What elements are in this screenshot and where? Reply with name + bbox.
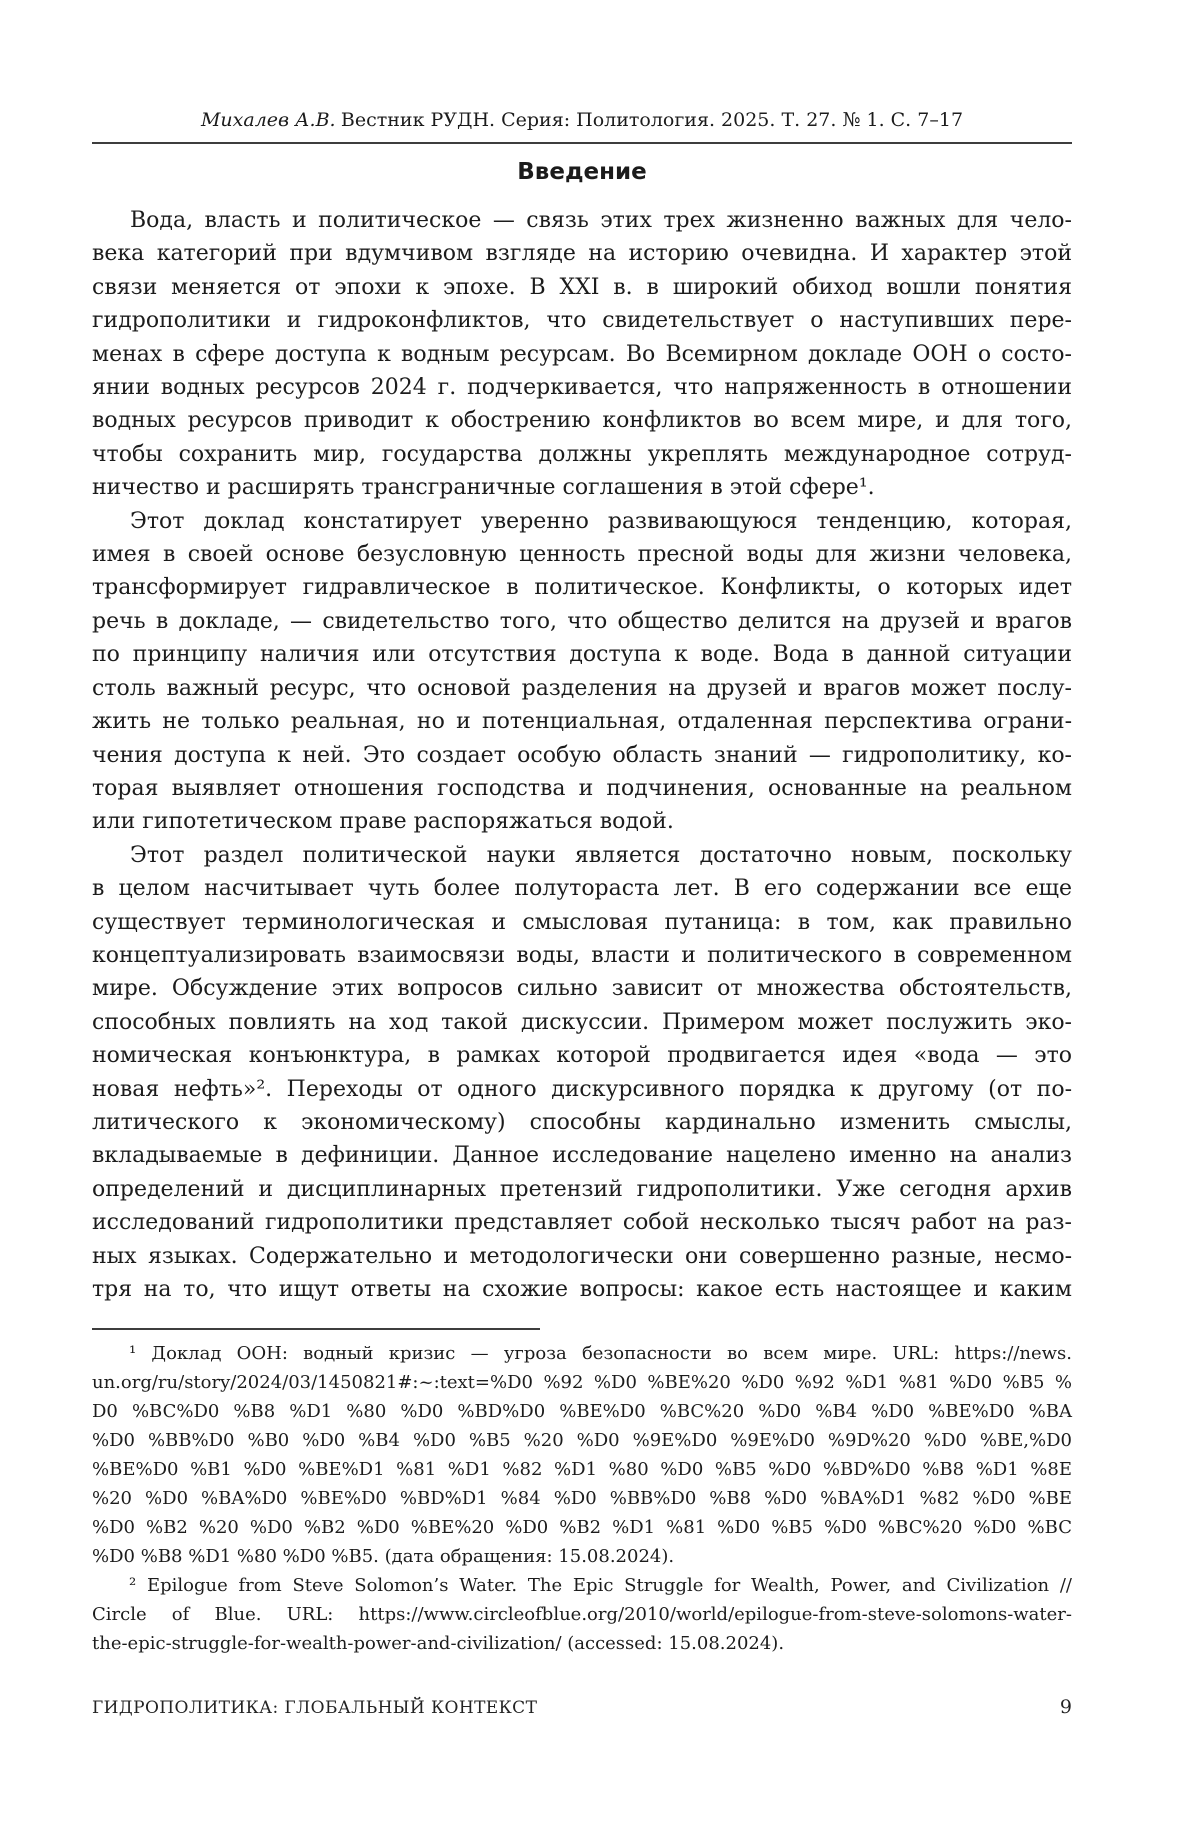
text-line: концептуализировать взаимосвязи воды, власти и политического в современном xyxy=(92,942,1072,968)
text-line: способных повлиять на ход такой дискуссии. Примером может послужить эко- xyxy=(92,1009,1072,1035)
text-line: жить не только реальная, но и потенциальная, отдаленная перспектива ограни- xyxy=(92,709,1072,735)
paragraph-introduction-1 xyxy=(92,204,1072,505)
text-line: %20 %D0 %BA%D0 %BE%D0 %BD%D1 %84 %D0 %BB%D0 %B8 %D0 %BA%D1 %82 %D0 %BE xyxy=(92,1488,1072,1510)
page-footer xyxy=(92,1696,1072,1718)
text-line: ¹ Доклад ООН: водный кризис — угроза безопасности во всем мире. URL: https://news. xyxy=(129,1343,1072,1365)
running-title: ГИДРОПОЛИТИКА: ГЛОБАЛЬНЫЙ КОНТЕКСТ xyxy=(92,1698,538,1718)
paragraph-introduction-3 xyxy=(92,839,1072,1307)
footnote-separator xyxy=(92,1328,540,1330)
text-line: D0 %BC%D0 %B8 %D1 %80 %D0 %BD%D0 %BE%D0 %BC%20 %D0 %B4 %D0 %BE%D0 %BA xyxy=(92,1401,1072,1423)
text-line: или гипотетическом праве распоряжаться водой. xyxy=(92,809,674,835)
text-line: торая выявляет отношения господства и подчинения, основанные на реальном xyxy=(92,775,1072,801)
running-header xyxy=(92,108,1072,144)
text-line: мире. Обсуждение этих вопросов сильно зависит от множества обстоятельств, xyxy=(92,976,1072,1002)
text-line: менах в сфере доступа к водным ресурсам. Во Всемирном докладе ООН о состо- xyxy=(92,341,1072,367)
header-citation: Вестник РУДН. Серия: Политология. 2025. Т. 27. № 1. С. 7–17 xyxy=(340,109,964,131)
text-line: имея в своей основе безусловную ценность пресной воды для жизни человека, xyxy=(92,542,1072,568)
text-column xyxy=(92,108,1072,1658)
text-line: чтобы сохранить мир, государства должны укреплять международное сотруд- xyxy=(92,441,1072,467)
text-line: исследований гидрополитики представляет собой несколько тысяч работ на раз- xyxy=(92,1210,1072,1236)
header-author: Михалев А.В. xyxy=(200,109,336,131)
text-line: ² Epilogue from Steve Solomon’s Water. The Epic Struggle for Wealth, Power, and Civilization // xyxy=(129,1575,1072,1597)
text-line: Circle of Blue. URL: https://www.circleofblue.org/2010/world/epilogue-from-steve-solomons-water- xyxy=(92,1604,1072,1626)
text-line: чения доступа к ней. Это создает особую область знаний — гидрополитику, ко- xyxy=(92,742,1072,768)
text-line: Этот раздел политической науки является достаточно новым, поскольку xyxy=(130,842,1072,868)
text-line: водных ресурсов приводит к обострению конфликтов во всем мире, и для того, xyxy=(92,408,1072,434)
header-rule xyxy=(92,142,1072,144)
text-line: гидрополитики и гидроконфликтов, что свидетельствует о наступивших пере- xyxy=(92,308,1072,334)
text-line: по принципу наличия или отсутствия доступа к воде. Вода в данной ситуации xyxy=(92,642,1072,668)
paragraph-introduction-2 xyxy=(92,505,1072,839)
text-line: литического к экономическому) способны кардинально изменить смыслы, xyxy=(92,1109,1072,1135)
text-line: связи меняется от эпохи к эпохе. В XXI в. в широкий обиход вошли понятия xyxy=(92,274,1072,300)
text-line: ничество и расширять трансграничные соглашения в этой сфере¹. xyxy=(92,475,875,501)
text-line: тря на то, что ищут ответы на схожие вопросы: какое есть настоящее и каким xyxy=(92,1277,1072,1302)
text-line: %D0 %BB%D0 %B0 %D0 %B4 %D0 %B5 %20 %D0 %9E%D0 %9E%D0 %9D%20 %D0 %BE,%D0 xyxy=(92,1430,1072,1452)
text-line: Вода, власть и политическое — связь этих трех жизненно важных для чело- xyxy=(130,208,1072,233)
text-line: Этот доклад констатирует уверенно развивающуюся тенденцию, которая, xyxy=(130,508,1072,534)
text-line: %BE%D0 %B1 %D0 %BE%D1 %81 %D1 %82 %D1 %80 %D0 %B5 %D0 %BD%D0 %B8 %D1 %8E xyxy=(92,1459,1072,1481)
text-line: %D0 %B8 %D1 %80 %D0 %B5. (дата обращения: 15.08.2024). xyxy=(92,1546,675,1568)
section-heading: Введение xyxy=(517,159,647,185)
text-line: un.org/ru/story/2024/03/1450821#:~:text=%D0 %92 %D0 %BE%20 %D0 %92 %D1 %81 %D0 %B5 % xyxy=(92,1372,1072,1394)
text-line: the-epic-struggle-for-wealth-power-and-civilization/ (accessed: 15.08.2024). xyxy=(92,1633,785,1655)
text-line: %D0 %B2 %20 %D0 %B2 %D0 %BE%20 %D0 %B2 %D1 %81 %D0 %B5 %D0 %BC%20 %D0 %BC xyxy=(92,1517,1072,1539)
text-line: определений и дисциплинарных претензий гидрополитики. Уже сегодня архив xyxy=(92,1176,1072,1202)
text-line: существует терминологическая и смысловая путаница: в том, как правильно xyxy=(92,909,1072,935)
header-citation-line xyxy=(92,108,1072,132)
text-line: вкладываемые в дефиниции. Данное исследование нацелено именно на анализ xyxy=(92,1143,1072,1169)
text-line: в целом насчитывает чуть более полутораста лет. В его содержании все еще xyxy=(92,876,1072,902)
text-line: ных языках. Содержательно и методологически они совершенно разные, несмо- xyxy=(92,1243,1072,1269)
footnote-1 xyxy=(92,1339,1072,1571)
text-line: янии водных ресурсов 2024 г. подчеркивается, что напряженность в отношении xyxy=(92,375,1072,401)
text-line: трансформирует гидравлическое в политическое. Конфликты, о которых идет xyxy=(92,575,1072,601)
text-line: столь важный ресурс, что основой разделения на друзей и врагов может послу- xyxy=(92,675,1072,701)
text-line: новая нефть»². Переходы от одного дискурсивного порядка к другому (от по- xyxy=(92,1076,1072,1102)
footnote-2 xyxy=(92,1571,1072,1658)
text-line: века категорий при вдумчивом взгляде на историю очевидна. И характер этой xyxy=(92,241,1072,267)
text-line: речь в докладе, — свидетельство того, что общество делится на друзей и врагов xyxy=(92,608,1072,634)
text-line: номическая конъюнктура, в рамках которой продвигается идея «вода — это xyxy=(92,1043,1072,1069)
article-body xyxy=(92,204,1072,1306)
footnotes-section xyxy=(92,1339,1072,1658)
page-number: 9 xyxy=(1059,1696,1072,1718)
